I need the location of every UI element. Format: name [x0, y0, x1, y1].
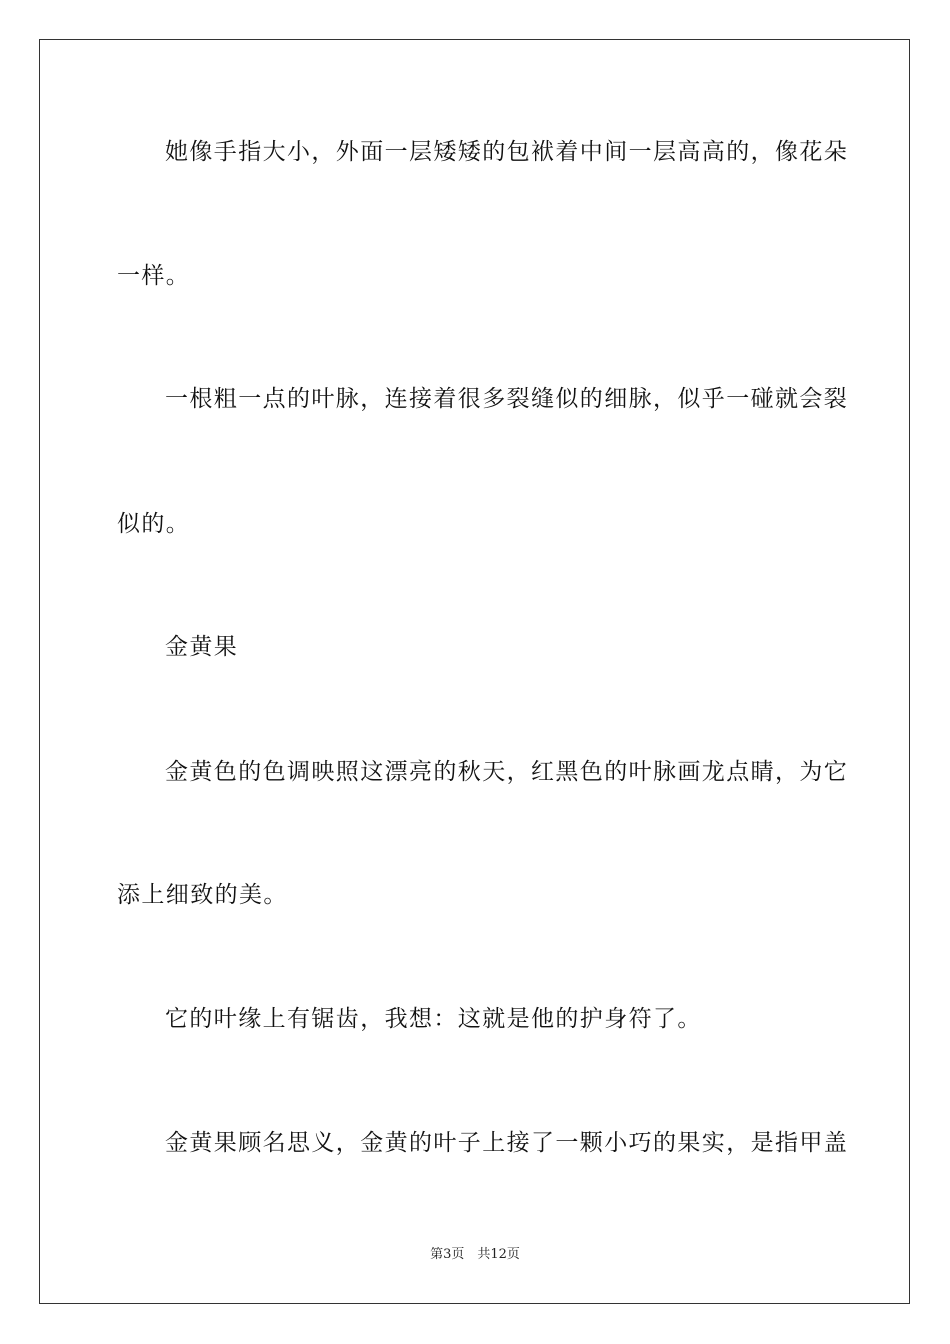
page-border [39, 39, 910, 1304]
paragraph-line: 一样。 [117, 263, 191, 289]
paragraph-line: 添上细致的美。 [117, 882, 288, 908]
section-heading: 金黄果 [165, 634, 239, 660]
paragraph-line: 金黄色的色调映照这漂亮的秋天，红黑色的叶脉画龙点睛，为它 [165, 759, 849, 785]
paragraph-line: 似的。 [117, 511, 191, 537]
paragraph-line: 金黄果顾名思义，金黄的叶子上接了一颗小巧的果实，是指甲盖 [165, 1130, 849, 1156]
paragraph-line: 它的叶缘上有锯齿，我想：这就是他的护身符了。 [165, 1006, 702, 1032]
page-number-footer: 第3页 共12页 [430, 1247, 520, 1262]
paragraph-line: 一根粗一点的叶脉，连接着很多裂缝似的细脉，似乎一碰就会裂 [165, 386, 849, 412]
paragraph-line: 她像手指大小，外面一层矮矮的包袱着中间一层高高的，像花朵 [165, 139, 849, 165]
